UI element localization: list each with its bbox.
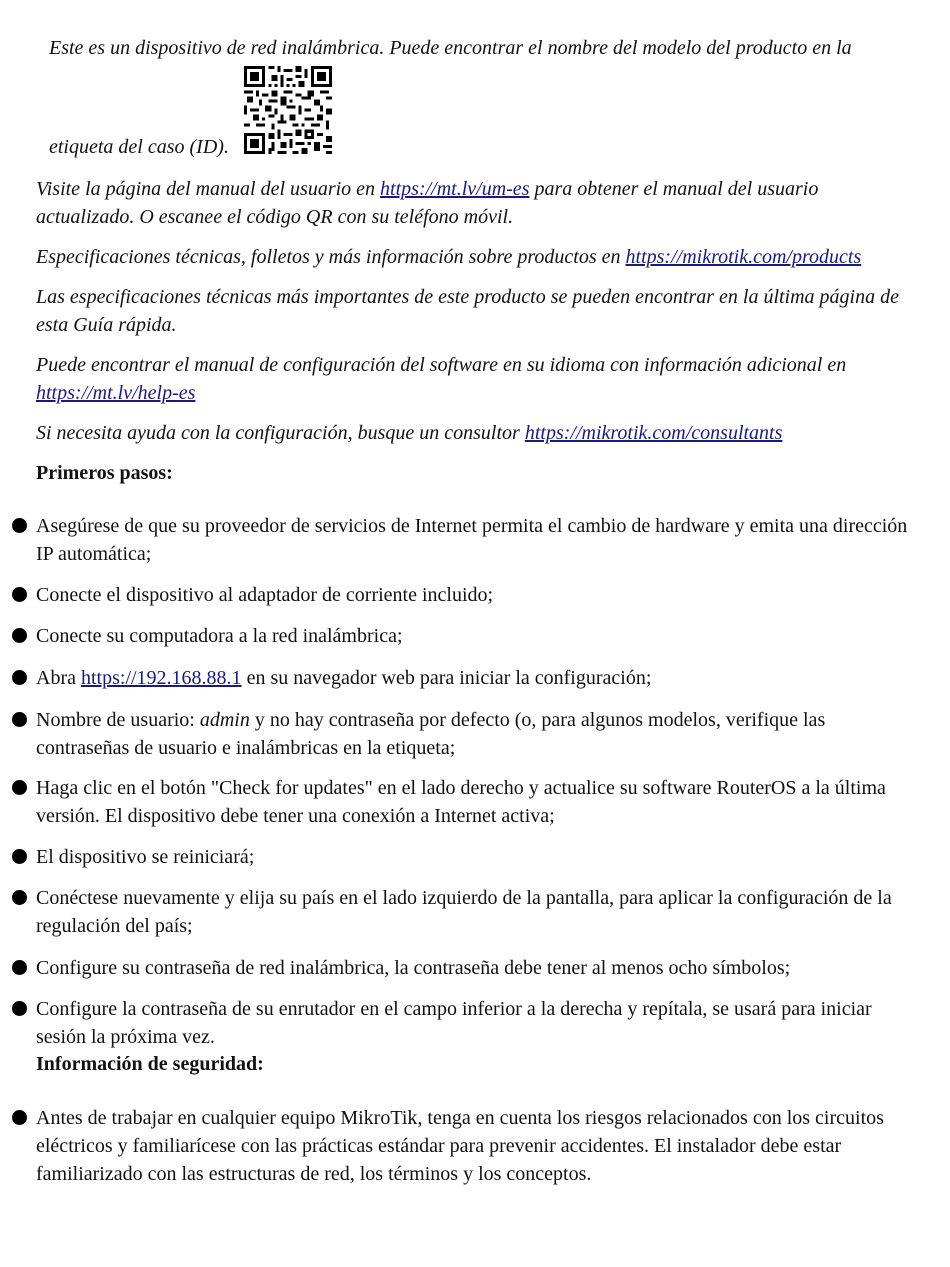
consultant-paragraph [36, 419, 916, 447]
bullet-icon [12, 1110, 27, 1125]
manual-paragraph [36, 175, 916, 231]
manual-text-after: para obtener el manual del usuario actualizado. O escanee el código QR con su teléfono móvil. [36, 178, 819, 228]
bullet-icon [12, 712, 27, 727]
config-manual-text-before: Puede encontrar el manual de configuración del software en su idioma con información adicional en [36, 354, 847, 376]
products-link[interactable]: https://mikrotik.com/products [625, 246, 862, 268]
bullet-icon [12, 670, 27, 685]
list-item-text: Configure la contraseña de su enrutador en el campo inferior a la derecha y repítala, se usará para iniciar sesión la próxima vez. [36, 998, 872, 1048]
safety-heading: Información de seguridad: [36, 1053, 264, 1075]
list-item-text: Conecte su computadora a la red inalámbrica; [36, 625, 403, 647]
bullet-icon [12, 518, 27, 533]
manual-text-before: Visite la página del manual del usuario en [36, 178, 381, 200]
list-item-text: Configure su contraseña de red inalámbrica, la contraseña debe tener al menos ocho símbolos; [36, 957, 791, 979]
username-value: admin [199, 709, 250, 731]
list-item-text: El dispositivo se reiniciará; [36, 846, 255, 868]
intro-line-1: Este es un dispositivo de red inalámbrica. Puede encontrar el nombre del modelo del producto en la [49, 37, 852, 59]
bullet-icon [12, 1001, 27, 1016]
intro-line-2: etiqueta del caso (ID). [49, 136, 229, 158]
config-manual-paragraph [36, 351, 916, 407]
bullet-icon [12, 849, 27, 864]
help-link[interactable]: https://mt.lv/help-es [36, 382, 196, 404]
specs-text-before: Especificaciones técnicas, folletos y más información sobre productos en [36, 246, 626, 268]
consultants-link[interactable]: https://mikrotik.com/consultants [524, 422, 783, 444]
qr-code-icon [244, 66, 332, 154]
list-item-text: Conecte el dispositivo al adaptador de corriente incluido; [36, 584, 494, 606]
bullet-icon [12, 960, 27, 975]
user-manual-link[interactable]: https://mt.lv/um-es [380, 178, 530, 200]
specs-paragraph [36, 243, 936, 271]
bullet-icon [12, 890, 27, 905]
important-specs-paragraph: Las especificaciones técnicas más importantes de este producto se pueden encontrar en la última página de esta Guía rápida. [36, 286, 899, 336]
list-item-text-after: en su navegador web para iniciar la configuración; [241, 667, 652, 689]
bullet-icon [12, 628, 27, 643]
list-item-text [36, 706, 916, 762]
list-item-text: Asegúrese de que su proveedor de servicios de Internet permita el cambio de hardware y emita una dirección IP automática; [36, 515, 908, 565]
list-item-text: Antes de trabajar en cualquier equipo MikroTik, tenga en cuenta los riesgos relacionados con los circuitos eléctricos y familiarícese con las prácticas estándar para prevenir accidentes. El instalador debe estar familiarizado con las estructuras de red, los términos y los conceptos. [36, 1107, 884, 1185]
list-item-text-before: Nombre de usuario: [36, 709, 200, 731]
list-item-text-before: Abra [36, 667, 81, 689]
first-steps-heading: Primeros pasos: [36, 462, 173, 484]
router-address-link[interactable]: https://192.168.88.1 [80, 667, 242, 689]
list-item-text: Haga clic en el botón "Check for updates" en el lado derecho y actualice su software RouterOS a la última versión. El dispositivo debe tener una conexión a Internet activa; [36, 777, 886, 827]
bullet-icon [12, 780, 27, 795]
bullet-icon [12, 587, 27, 602]
consultant-text-before: Si necesita ayuda con la configuración, busque un consultor [36, 422, 525, 444]
list-item-text: Conéctese nuevamente y elija su país en el lado izquierdo de la pantalla, para aplicar la configuración de la regulación del país; [36, 887, 892, 937]
list-item-text [36, 664, 916, 692]
list-item-text-after: y no hay contraseña por defecto (o, para algunos modelos, verifique las contraseñas de usuario e inalámbricas en la etiqueta; [36, 709, 826, 759]
